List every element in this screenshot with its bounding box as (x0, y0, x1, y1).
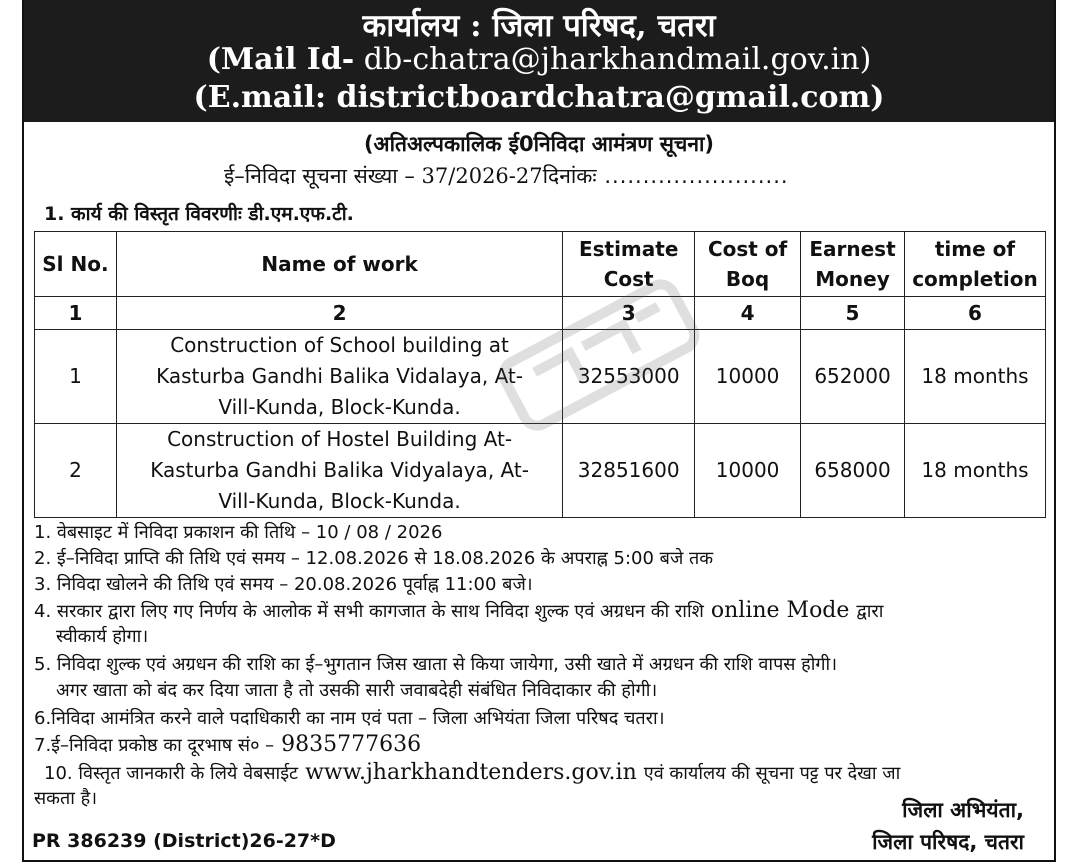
col-header-estimate: Estimate Cost (563, 232, 695, 297)
table-header-row (35, 232, 1046, 297)
column-number: 1 (35, 297, 117, 330)
note-2: 2. ई–निविदा प्राप्ति की तिथि एवं समय – 12.08.2026 से 18.08.2026 के अपराह्न 5:00 बजे तक (34, 548, 714, 569)
notice-number-line (224, 162, 789, 190)
cell-time: 18 months (904, 330, 1045, 424)
column-number: 2 (116, 297, 562, 330)
note-10-text: 10. विस्तृत जानकारी के लिये वेबसाईट (44, 763, 299, 784)
notice-date-label: दिनांकः (542, 164, 597, 188)
note-5-cont: अगर खाता को बंद कर दिया जाता है तो उसकी सारी जवाबदेही संबंधित निविदाकार की होगी। (56, 680, 658, 701)
notice-number-label: ई–निविदा सूचना संख्या – (224, 164, 415, 188)
cell-sl: 2 (35, 424, 117, 518)
mail-id-label: (Mail Id- (206, 42, 355, 77)
column-number: 4 (695, 297, 801, 330)
note-10-website: www.jharkhandtenders.gov.in (298, 760, 644, 785)
col-header-sl: Sl No. (35, 232, 117, 297)
col-header-time: time of completion (904, 232, 1045, 297)
cell-boq: 10000 (695, 424, 801, 518)
cell-earnest: 652000 (801, 330, 905, 424)
cell-estimate: 32851600 (563, 424, 695, 518)
note-1: 1. वेबसाइट में निविदा प्रकाशन की तिथि – 10 / 08 / 2026 (34, 522, 443, 543)
col-header-boq: Cost of Boq (695, 232, 801, 297)
note-7-text: 7.ई–निविदा प्रकोष्ठ का दूरभाष सं० – (34, 735, 275, 756)
mail-id-value: db-chatra@jharkhandmail.gov.in) (354, 42, 872, 77)
note-4 (34, 600, 883, 623)
column-number: 3 (563, 297, 695, 330)
signature-title: जिला अभियंता, (902, 798, 1024, 822)
cell-sl: 1 (35, 330, 117, 424)
note-10-suffix: एवं कार्यालय की सूचना पट्ट पर देखा जा (643, 763, 901, 784)
table-row (35, 330, 1046, 424)
mail-id-line (24, 42, 1054, 77)
note-7-phone: 9835777636 (274, 732, 422, 757)
notice-frame (22, 0, 1056, 862)
signature-office: जिला परिषद, चतरा (872, 830, 1024, 854)
note-4-cont: स्वीकार्य होगा। (56, 626, 149, 647)
note-3: 3. निविदा खोलने की तिथि एवं समय – 20.08.2026 पूर्वाह्न 11:00 बजे। (34, 574, 533, 595)
column-number-row (35, 297, 1046, 330)
cell-estimate: 32553000 (563, 330, 695, 424)
note-4-mode: online Mode (703, 598, 857, 623)
email-line: (E.mail: districtboardchatra@gmail.com) (193, 80, 885, 115)
table-row (35, 424, 1046, 518)
note-4-suffix: द्वारा (856, 601, 884, 622)
cell-work-name: Construction of Hostel Building At-Kasturba Gandhi Balika Vidyalaya, At-Vill-Kunda, Block-Kunda. (116, 424, 562, 518)
note-10-cont: सकता है। (34, 788, 98, 809)
work-heading: 1. कार्य की विस्तृत विवरणीः डी.एम.एफ.टी. (44, 203, 354, 225)
cell-boq: 10000 (695, 330, 801, 424)
note-10 (44, 762, 900, 785)
cell-time: 18 months (904, 424, 1045, 518)
col-header-name: Name of work (116, 232, 562, 297)
note-4-text: 4. सरकार द्वारा लिए गए निर्णय के आलोक में सभी कागजात के साथ निविदा शुल्क एवं अग्रधन की राशि (34, 601, 704, 622)
col-header-earnest: Earnest Money (801, 232, 905, 297)
pr-code: PR 386239 (District)26-27*D (32, 830, 336, 852)
notice-number-value: 37/2026-27 (414, 164, 543, 188)
office-title: कार्यालय : जिला परिषद, चतरा (362, 8, 716, 44)
header-banner (24, 0, 1054, 122)
notice-title: (अतिअल्पकालिक ई0निविदा आमंत्रण सूचना) (363, 132, 715, 156)
cell-earnest: 658000 (801, 424, 905, 518)
column-number: 6 (904, 297, 1045, 330)
tender-table (34, 231, 1046, 518)
note-5: 5. निविदा शुल्क एवं अग्रधन की राशि का ई–भुगतान जिस खाता से किया जायेगा, उसी खाते में अग्रधन की राशि वापस होगी। (34, 654, 838, 675)
note-7 (34, 734, 421, 757)
note-6: 6.निविदा आमंत्रित करने वाले पदाधिकारी का नाम एवं पता – जिला अभियंता जिला परिषद चतरा। (34, 708, 665, 729)
column-number: 5 (801, 297, 905, 330)
notice-date-dots: ........................ (596, 164, 789, 188)
cell-work-name: Construction of School building at Kasturba Gandhi Balika Vidalaya, At-Vill-Kunda, Block-Kunda. (116, 330, 562, 424)
